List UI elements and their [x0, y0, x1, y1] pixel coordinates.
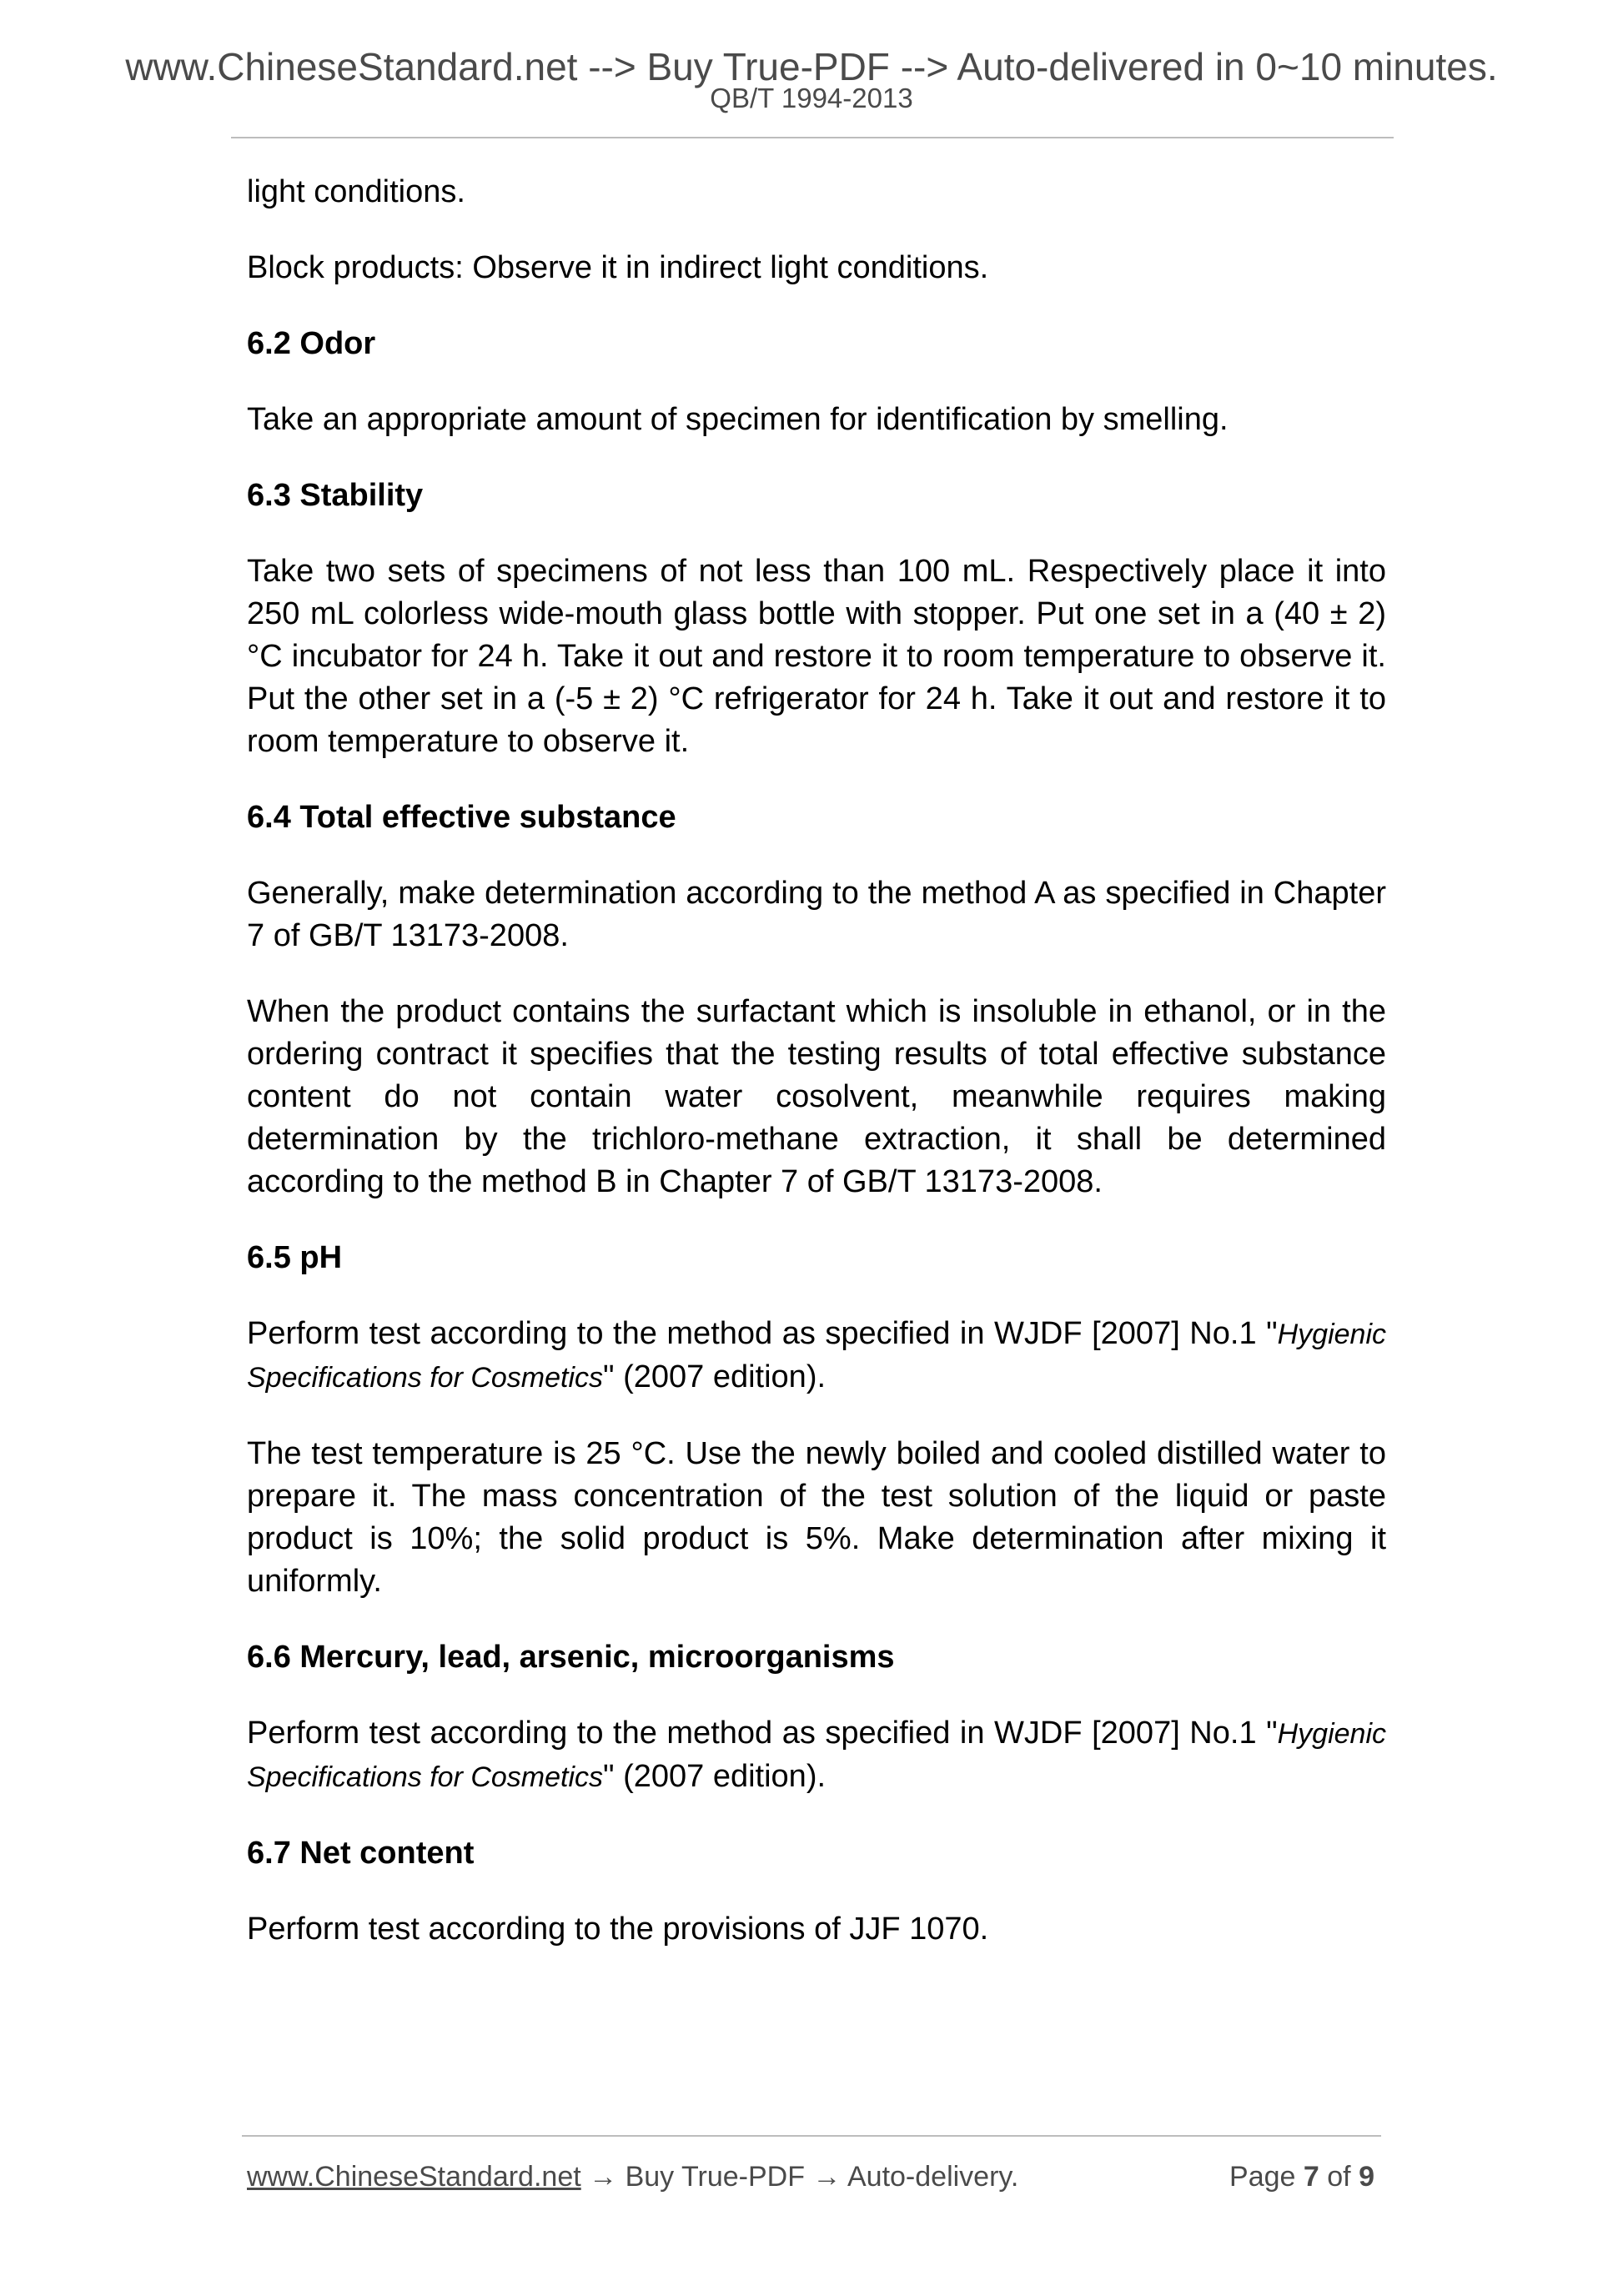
standard-code: QB/T 1994-2013: [710, 83, 913, 113]
reference-title: Hygienic Specifications for Cosmetics: [247, 1319, 1386, 1394]
footer-divider: [242, 2135, 1381, 2137]
header-divider: [231, 137, 1394, 138]
paragraph-net-content: Perform test according to the provisions of JJF 1070.: [247, 1912, 989, 1947]
paragraph-block-products: Block products: Observe it in indirect light conditions.: [247, 250, 989, 285]
heading-net-content: 6.7 Net content: [247, 1836, 475, 1871]
of-word: of: [1327, 2161, 1351, 2193]
page-footer: [247, 2158, 1381, 2195]
text-segment: " (2007 edition).: [603, 1359, 827, 1394]
footer-promo: [247, 2158, 1018, 2195]
paragraph-odor: Take an appropriate amount of specimen for identification by smelling.: [247, 402, 1229, 437]
current-page: 7: [1303, 2161, 1319, 2193]
page-number: [1229, 2158, 1374, 2195]
paragraph-ph-conditions: The test temperature is 25 °C. Use the newly boiled and cooled distilled water to prepare it. The mass concentration of the test solution of the liquid or paste product is 10%; the solid product is 5%. Make determination after mixing it uniformly.: [247, 1436, 1386, 1599]
heading-odor: 6.2 Odor: [247, 326, 376, 361]
heading-mercury-lead-arsenic: 6.6 Mercury, lead, arsenic, microorganisms: [247, 1640, 895, 1675]
paragraph-total-method-b: When the product contains the surfactant which is insoluble in ethanol, or in the ordering contract it specifies that the testing results of total effective substance content do not contain water cosolvent, meanwhile requires making determination by the trichloro-methane extraction, it shall be determined according to the method B in Chapter 7 of GB/T 13173-2008.: [247, 994, 1386, 1199]
paragraph-light-conditions: light conditions.: [247, 174, 465, 209]
paragraph-total-method-a: Generally, make determination according to the method A as specified in Chapter 7 of GB/T 13173-2008.: [247, 876, 1386, 953]
paragraph-stability: Take two sets of specimens of not less than 100 mL. Respectively place it into 250 mL colorless wide-mouth glass bottle with stopper. Put one set in a (40 ± 2) °C incubator for 24 h. Take it out and restore it to room temperature to observe it. Put the other set in a (-5 ± 2) °C refrigerator for 24 h. Take it out and restore it to room temperature to observe it.: [247, 554, 1386, 759]
header-banner: www.ChineseStandard.net --> Buy True-PDF --> Auto-delivered in 0~10 minutes.: [125, 45, 1498, 88]
heading-stability: 6.3 Stability: [247, 478, 424, 513]
document-body: [247, 171, 1386, 1984]
paragraph-mercury-method: [247, 1712, 1386, 1799]
paragraph-ph-method: [247, 1313, 1386, 1399]
total-pages: 9: [1359, 2161, 1374, 2193]
reference-title: Hygienic Specifications for Cosmetics: [247, 1718, 1386, 1793]
footer-tagline: → Buy True-PDF → Auto-delivery.: [580, 2161, 1019, 2193]
website-link[interactable]: www.ChineseStandard.net: [247, 2161, 581, 2193]
page-word: Page: [1229, 2161, 1296, 2193]
text-segment: " (2007 edition).: [603, 1759, 827, 1794]
heading-total-effective-substance: 6.4 Total effective substance: [247, 800, 676, 835]
text-segment: Perform test according to the method as specified in WJDF [2007] No.1 ": [247, 1716, 1278, 1751]
heading-ph: 6.5 pH: [247, 1240, 343, 1275]
text-segment: Perform test according to the method as specified in WJDF [2007] No.1 ": [247, 1316, 1278, 1351]
